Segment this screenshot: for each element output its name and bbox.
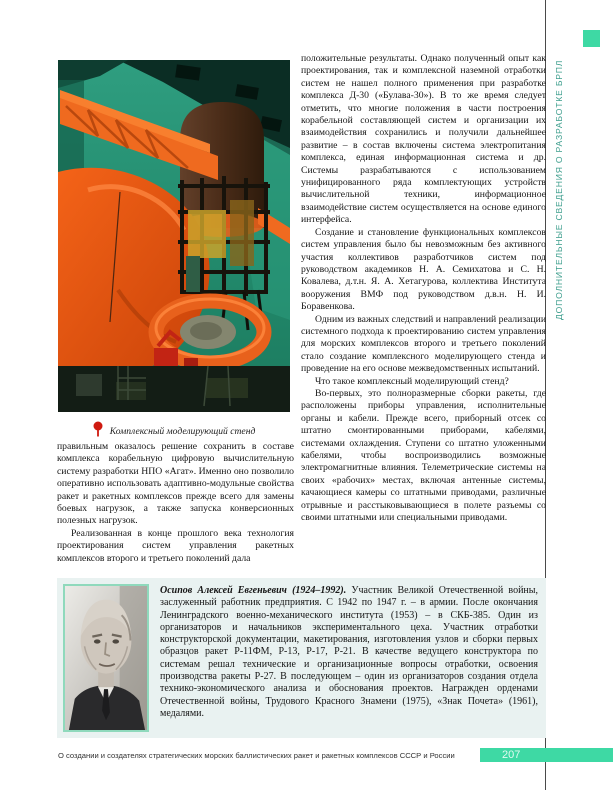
right-text-column	[301, 53, 546, 524]
left-text-column	[57, 441, 294, 565]
paragraph: Во-первых, это полноразмерные сборки ракеты, где расположены приборы управления, исполнительные органы и кабели. Прежде всего, приборный отсек со штатно смонтированными приборами, кабелями, системами охлаждения. Ступени со штатно уложенными кабелями, чтобы воспроизводились возможные электромагнитные влияния. Телеметрические системы на своих «рабочих» местах, включая антенные системы, качающиеся камеры со штатными приводами, различные отрывные и расстыковывающиеся в полете разъемы со своими штатными или специальными приводами.	[301, 387, 546, 524]
paragraph: Что такое комплексный моделирующий стенд?	[315, 375, 509, 387]
paragraph: Реализованная в конце прошлого века технология проектирования систем управления ракетных комплексов второго и третьего поколений дала	[57, 527, 294, 564]
paragraph: правильным оказалось решение сохранить в составе комплекса корабельную цифровую вычислительную систему разработки НПО «Агат». Именно оно позволило оперативно использовать адаптивно-модульные свойства ракет и ракетных комплексов прежде всего для замены боевых нагрузок, а также запуска конверсионных полезных нагрузок.	[57, 441, 294, 527]
page-number-badge	[480, 748, 613, 762]
stand-photo-graphic	[58, 60, 290, 412]
bio-details: Участник Великой Отечественной войны, заслуженный работник предприятия. С 1942 по 1947 г. – в армии. После окончания Ленинградского военно-механического института (1953) – в СКБ-385. Один из организаторов и начальников экспериментального цеха. Участник отработки конструкторской документации, макетирования, изготовления узлов и сборки первых образцов ракет Р-11ФМ, Р-13, Р-17, Р-21. В качестве ведущего конструктора по системам решал технические и организационные вопросы отработки, освоения производства ракеты Р-27. В последующем – один из организаторов создания отдела технико-экономического анализа и обоснования проектов. Награжден орденами Отечественной войны, Трудового Красного Знамени (1975), «Знак Почета» (1961), медалями.	[160, 585, 538, 719]
portrait-photo	[63, 584, 149, 732]
paragraph: Создание и становление функциональных комплексов систем управления было бы невозможным без активного участия коллективов разработчиков систем под руководством академиков Н. А. Семихатова и С. Н. Ковалева, д.т.н. Я. А. Хетагурова, коллектива Института вооружения ВМФ под руководством д.в.н. Н. И. Боравенкова.	[301, 226, 546, 313]
photo-caption-text: Комплексный моделирующий стенд	[109, 426, 256, 437]
red-pin-icon	[93, 421, 103, 440]
sidebar-section-label: ДОПОЛНИТЕЛЬНЫЕ СВЕДЕНИЯ О РАЗРАБОТКЕ БРПЛ	[554, 59, 564, 320]
page-number: 207	[502, 749, 521, 761]
bio-text	[160, 585, 538, 720]
footer-running-title: О создании и создателях стратегических морских баллистических ракет и ракетных комплексов СССР и России	[58, 751, 455, 760]
stand-photo	[58, 60, 290, 412]
section-color-square	[583, 30, 600, 47]
paragraph: положительные результаты. Однако полученный опыт как проектирования, так и комплексной наземной отработки систем не нашел полного применения при разработке комплекса Д-30 («Булава-30»). В то же время следует отметить, что многие положения в части построения корабельной составляющей систем и организации их взаимодействия сохранились и получили дальнейшее развитие – в состав включены система электропитания комплекса, единая информационная система и др. Системы разрабатываются с использованием унифицированного ряда комплектующих устройств вычислительной техники, информационное взаимодействие систем осуществляется на основе единого интерфейса.	[301, 53, 546, 226]
portrait-graphic	[65, 586, 147, 730]
bio-name: Осипов Алексей Евгеньевич (1924–1992).	[160, 585, 347, 596]
photo-caption	[58, 421, 290, 440]
page-footer	[0, 748, 613, 762]
biography-box	[57, 578, 546, 738]
paragraph: Одним из важных следствий и направлений реализации системного подхода к проектированию систем управления для морских комплексов второго и третьего поколений стало создание комплексного моделирующего стенда и проведение на его основе межведомственных испытаний.	[301, 313, 546, 375]
